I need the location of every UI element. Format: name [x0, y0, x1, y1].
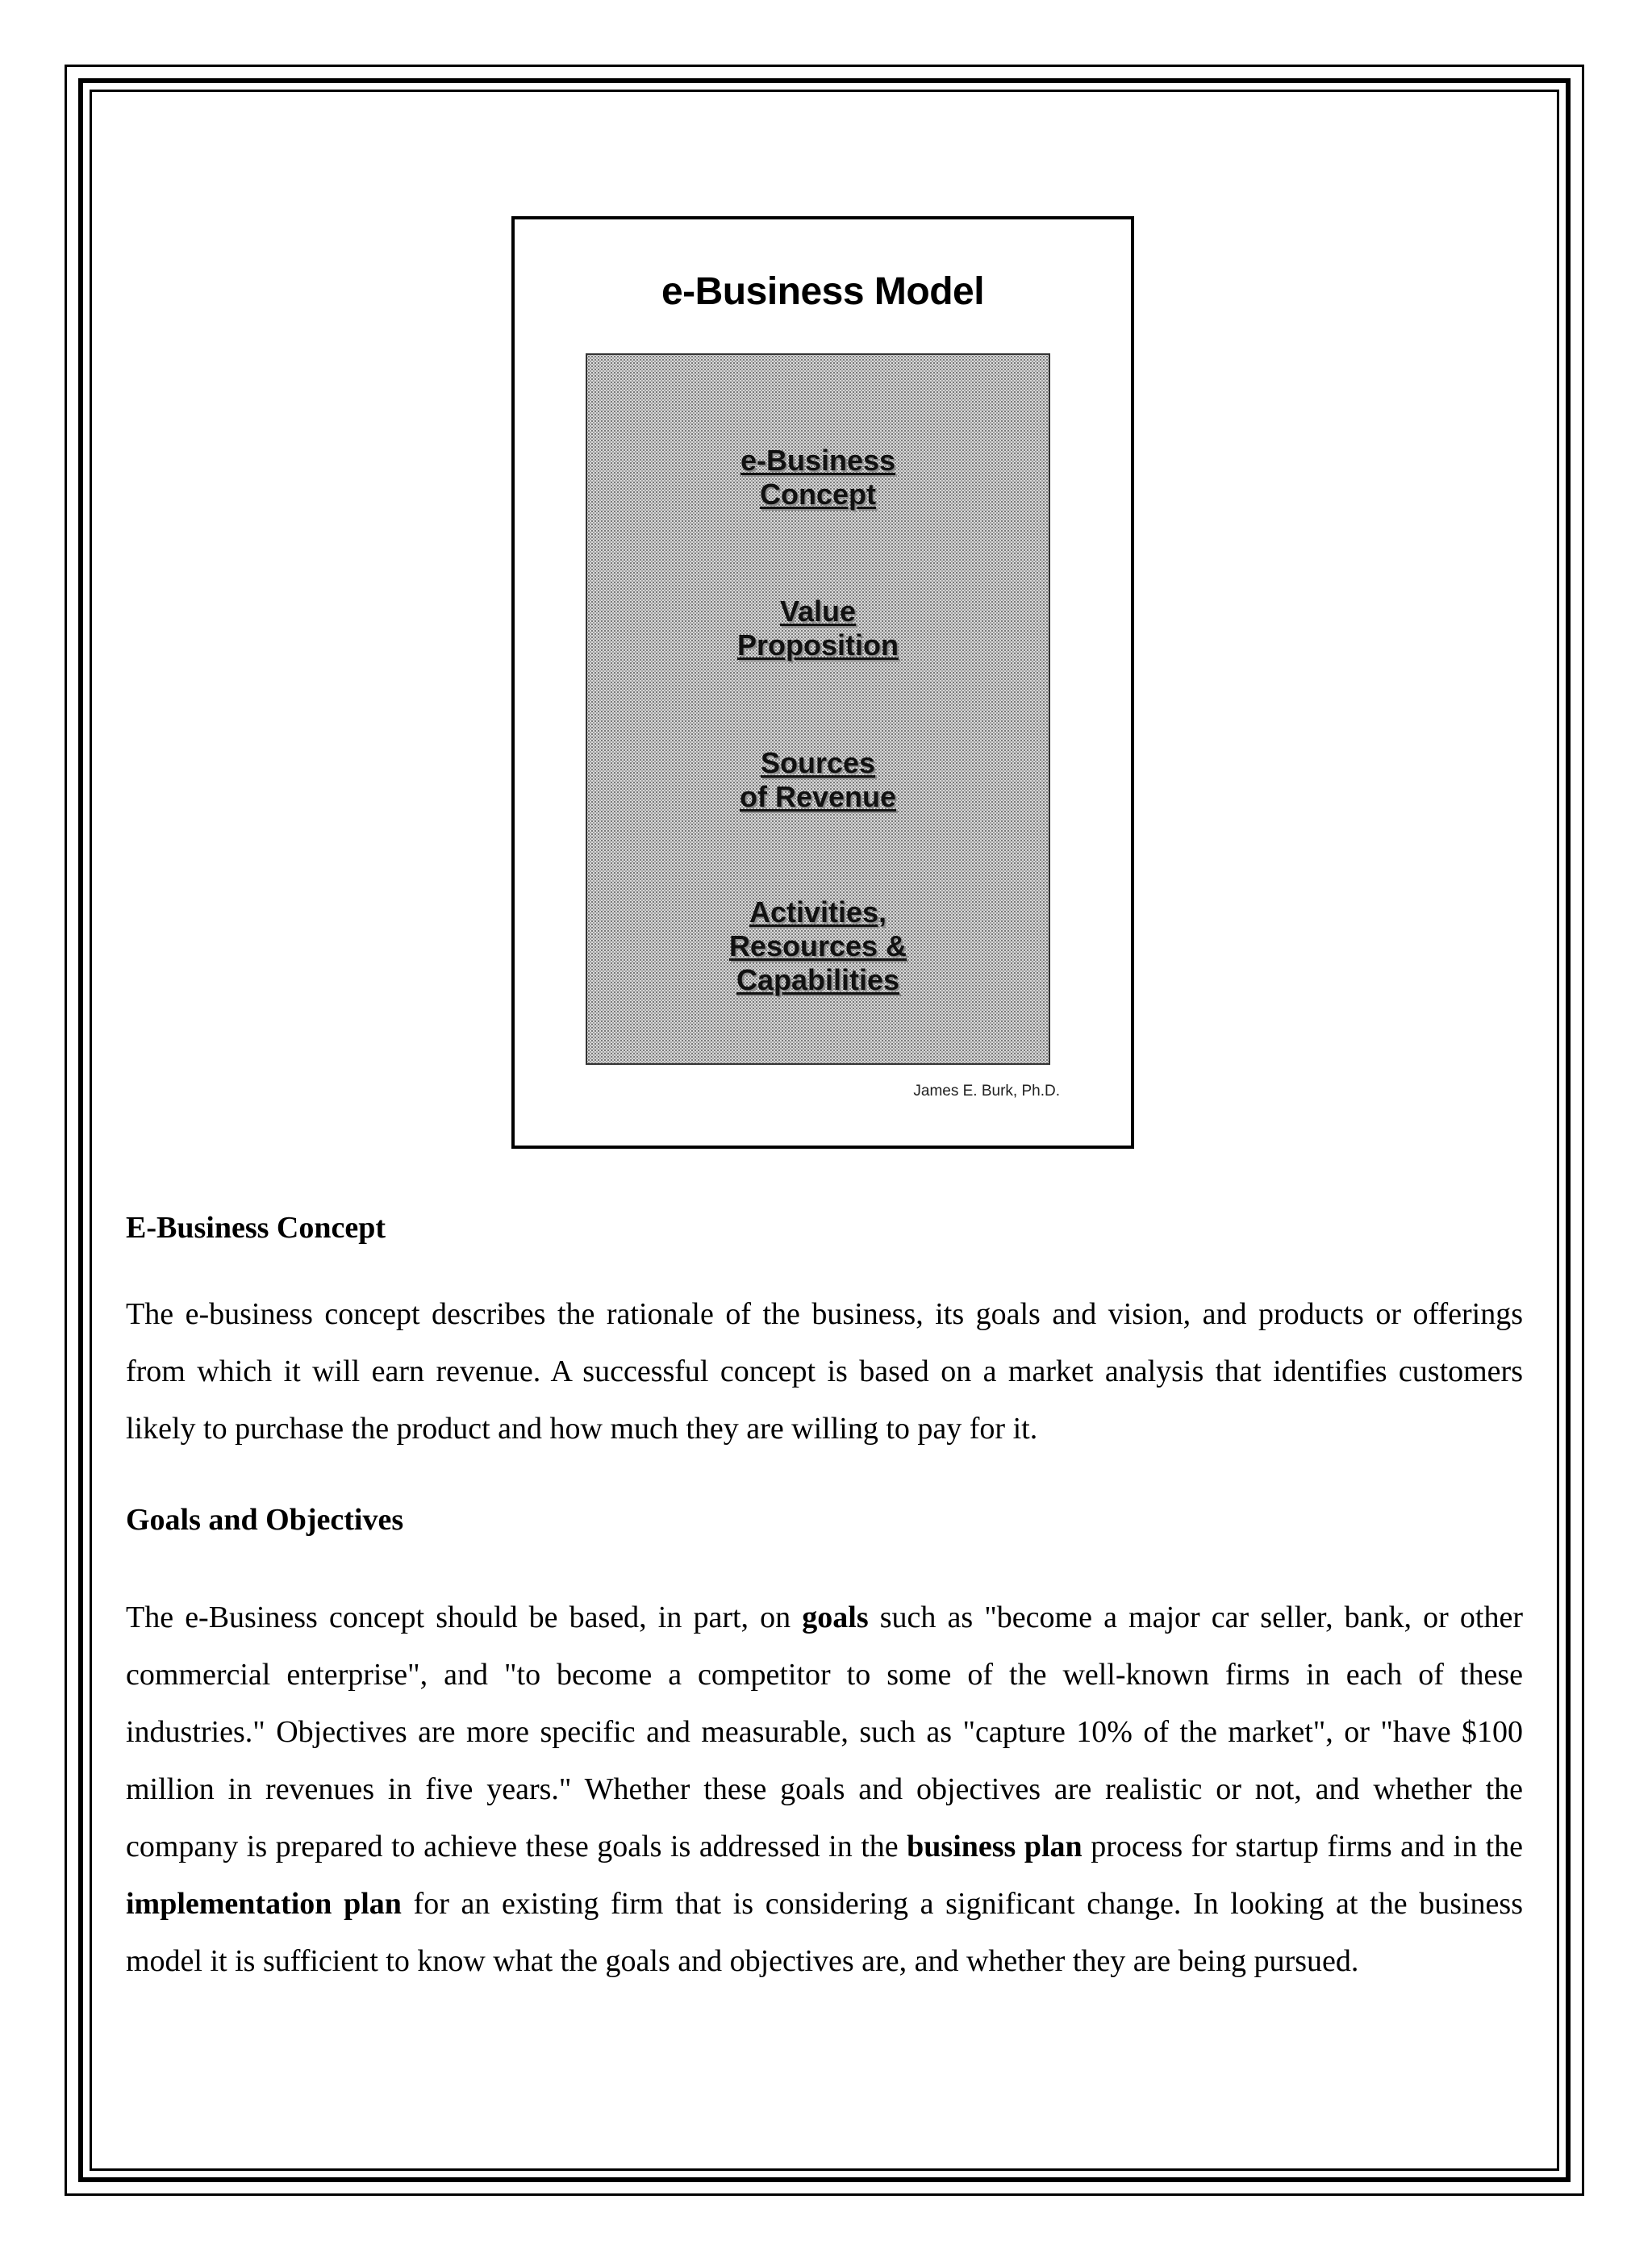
model-item-line: of Revenue	[739, 780, 897, 813]
model-item-concept	[587, 444, 1049, 511]
model-item-line: Sources	[760, 746, 876, 779]
model-item-line: e-Business	[740, 444, 896, 477]
model-item-sources-of-revenue	[587, 746, 1049, 814]
emphasis-goals: goals	[802, 1601, 869, 1634]
section-paragraph-e-business-concept: The e-business concept describes the rationale of the business, its goals and vision, and products or offerings from which it will earn revenue. A successful concept is based on a market analysis that identifies customers likely to purchase the product and how much they are willing to pay for it.	[126, 1297, 1523, 1446]
section-paragraph-goals-objectives	[126, 1589, 1523, 1990]
model-item-line: Concept	[760, 478, 876, 511]
emphasis-business-plan: business plan	[907, 1830, 1083, 1863]
figure-title: e-Business Model	[661, 270, 985, 313]
paragraph-text: such as "become a major car seller, bank, or other commercial enterprise", and "to become a competitor to some of the well-known firms in each of these industries." Objectives are more specific and measurable, such as "capture 10% of the market", or "have $100 million in revenues in five years." Whether these goals and objectives are realistic or not, and whether the company is prepared to achieve these goals is addressed in the	[126, 1601, 1523, 1863]
model-component-box	[586, 353, 1050, 1065]
model-item-line: Capabilities	[736, 963, 900, 996]
model-item-line: Resources &	[728, 929, 907, 962]
model-item-line: Proposition	[737, 628, 899, 661]
paragraph-text: for an existing firm that is considering a significant change. In looking at the business model it is sufficient to know what the goals and objectives are, and whether they are being pursued.	[126, 1887, 1523, 1978]
section-heading-e-business-concept: E-Business Concept	[126, 1211, 386, 1245]
e-business-model-figure	[511, 216, 1134, 1149]
paragraph-text: The e-Business concept should be based, in part, on	[126, 1601, 803, 1634]
section-heading-goals-objectives: Goals and Objectives	[126, 1503, 404, 1537]
paragraph-text: process for startup firms and in the	[1082, 1830, 1523, 1863]
figure-credit: James E. Burk, Ph.D.	[913, 1083, 1060, 1100]
model-item-line: Activities,	[749, 895, 887, 929]
model-item-line: Value	[779, 595, 857, 628]
model-item-value-proposition	[587, 595, 1049, 662]
model-item-activities-resources-capabilities	[587, 895, 1049, 997]
emphasis-implementation-plan: implementation plan	[126, 1887, 402, 1921]
